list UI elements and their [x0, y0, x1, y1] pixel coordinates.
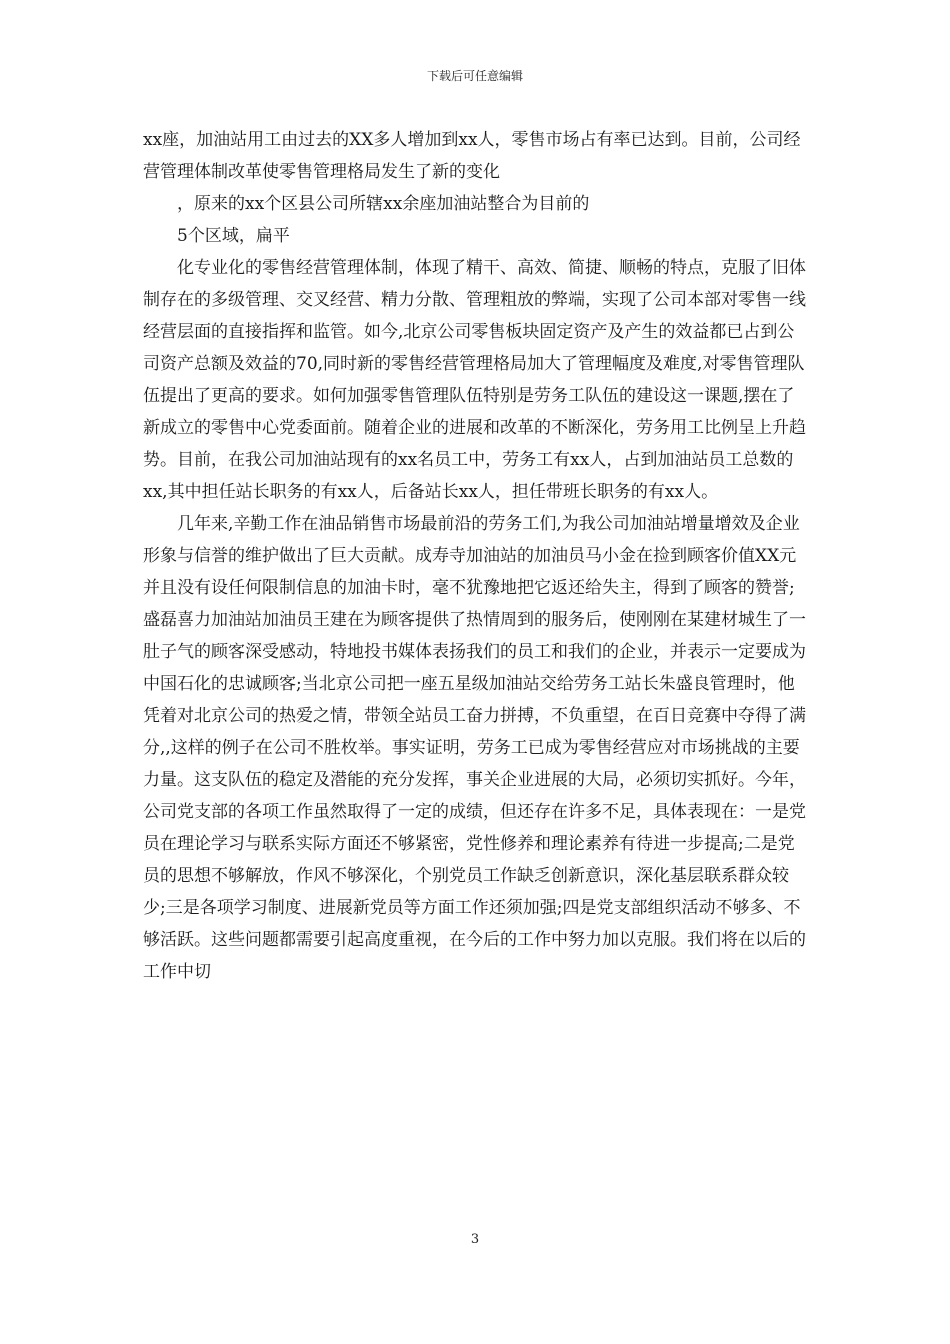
paragraph: 几年来,辛勤工作在油品销售市场最前沿的劳务工们,为我公司加油站增量增效及企业形象与信誉的维护做出了巨大贡献。成寿寺加油站的加油员马小金在捡到顾客价值XX元并且没有设任何限制信息的加油卡时，毫不犹豫地把它返还给失主，得到了顾客的赞誉;盛磊喜力加油站加油员王建在为顾客提供了热情周到的服务后，使刚刚在某建材城生了一肚子气的顾客深受感动，特地投书媒体表扬我们的员工和我们的企业，并表示一定要成为中国石化的忠诚顾客;当北京公司把一座五星级加油站交给劳务工站长朱盛良管理时，他凭着对北京公司的热爱之情，带领全站员工奋力拼搏，不负重望，在百日竞赛中夺得了满分,,这样的例子在公司不胜枚举。事实证明，劳务工已成为零售经营应对市场挑战的主要力量。这支队伍的稳定及潜能的充分发挥，事关企业进展的大局，必须切实抓好。今年，公司党支部的各项工作虽然取得了一定的成绩，但还存在许多不足，具体表现在：一是党员在理论学习与联系实际方面还不够紧密，党性修养和理论素养有待进一步提高;二是党员的思想不够解放，作风不够深化，个别党员工作缺乏创新意识，深化基层联系群众较少;三是各项学习制度、进展新党员等方面工作还须加强;四是党支部组织活动不够多、不够活跃。这些问题都需要引起高度重视，在今后的工作中努力加以克服。我们将在以后的工作中切 [143, 514, 806, 982]
page-header: 下载后可任意编辑 [426, 69, 523, 83]
paragraph: 化专业化的零售经营管理体制，体现了精干、高效、简捷、顺畅的特点，克服了旧体制存在的多级管理、交叉经营、精力分散、管理粗放的弊端，实现了公司本部对零售一线经营层面的直接指挥和监管。如今,北京公司零售板块固定资产及产生的效益都已占到公司资产总额及效益的70,同时新的零售经营管理格局加大了管理幅度及难度,对零售管理队伍提出了更高的要求。如何加强零售管理队伍特别是劳务工队伍的建设这一课题,摆在了新成立的零售中心党委面前。随着企业的进展和改革的不断深化，劳务用工比例呈上升趋势。目前，在我公司加油站现有的xx名员工中，劳务工有xx人，占到加油站员工总数的xx,其中担任站长职务的有xx人，后备站长xx人，担任带班长职务的有xx人。 [143, 258, 806, 502]
paragraph-continuation: xx座，加油站用工由过去的XX多人增加到xx人，零售市场占有率已达到。目前，公司经营管理体制改革使零售管理格局发生了新的变化 [143, 130, 801, 182]
paragraph-fragment: 5个区域，扁平 [177, 226, 290, 246]
page-number: 3 [470, 1232, 480, 1247]
document-body [143, 124, 807, 988]
paragraph-fragment: ，原来的xx个区县公司所辖xx余座加油站整合为目前的 [177, 194, 590, 214]
